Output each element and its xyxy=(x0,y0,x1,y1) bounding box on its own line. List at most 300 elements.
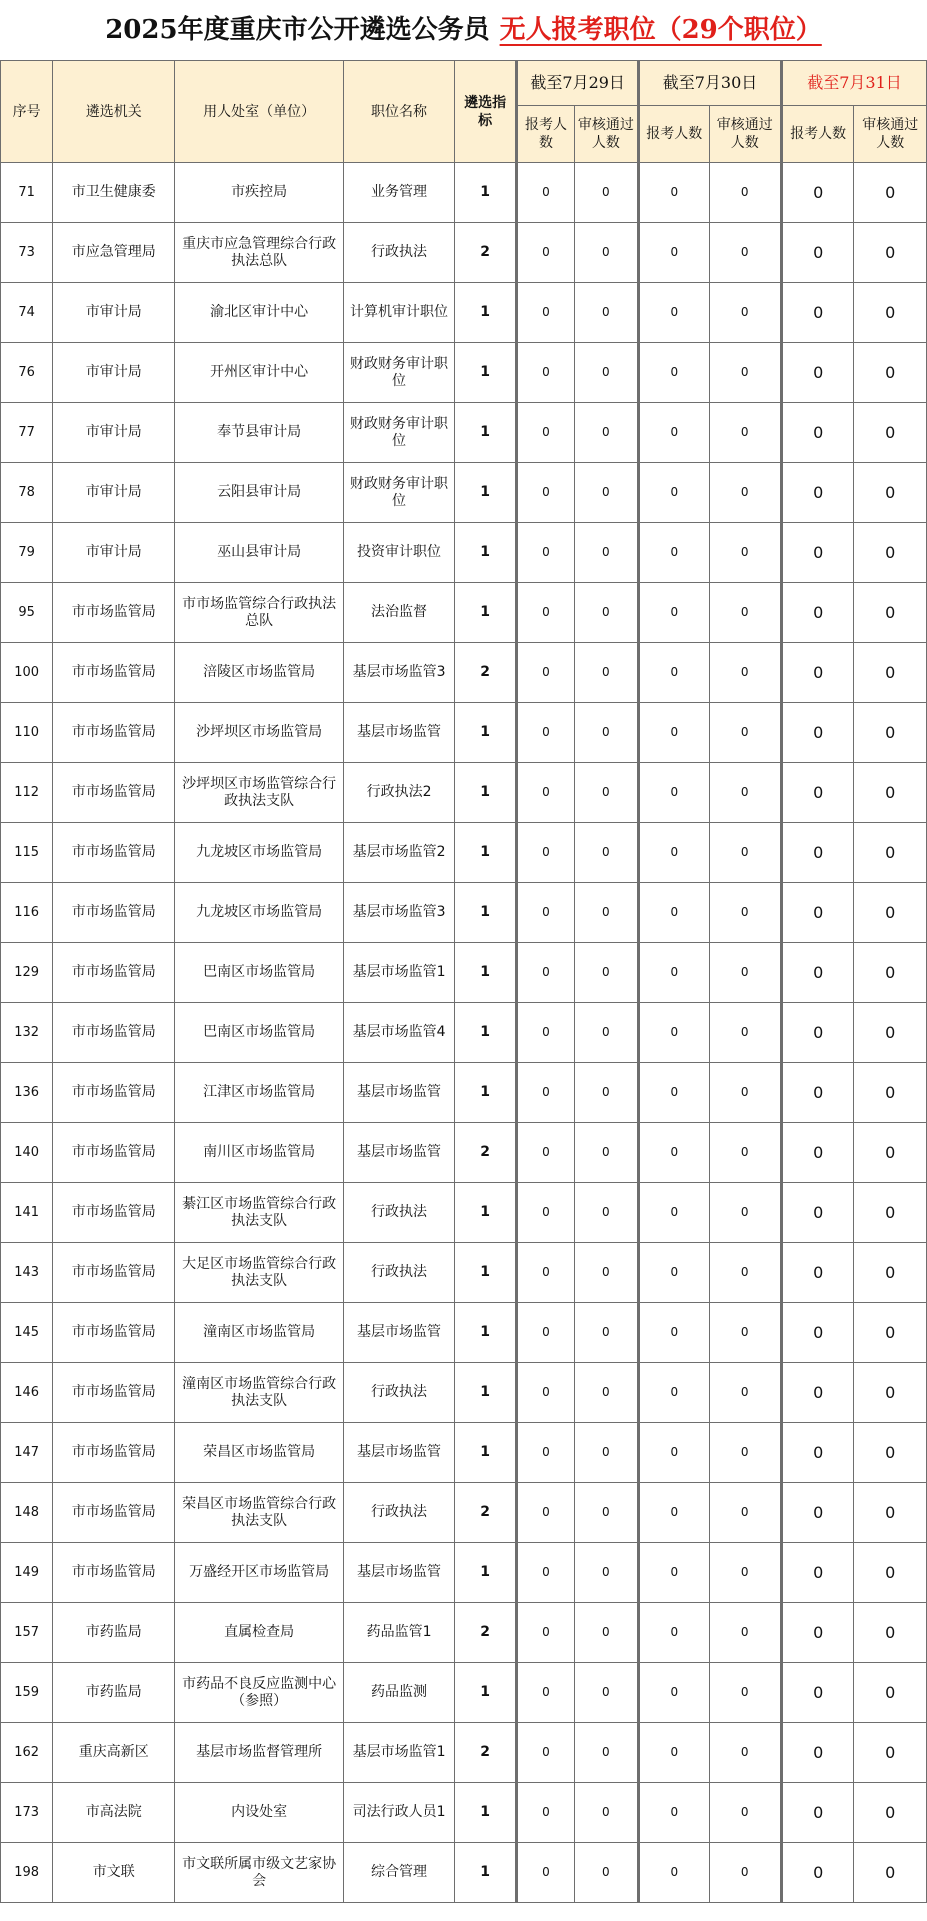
cell-quota: 2 xyxy=(454,1603,516,1663)
cell-seq: 149 xyxy=(1,1543,53,1603)
cell-agency: 市卫生健康委 xyxy=(53,163,175,223)
cell-approved-0731: 0 xyxy=(854,943,927,1003)
cell-office: 潼南区市场监管局 xyxy=(175,1303,344,1363)
cell-agency: 市市场监管局 xyxy=(53,1183,175,1243)
cell-approved-0730: 0 xyxy=(709,703,781,763)
table-row xyxy=(1,1003,927,1063)
col-agency: 遴选机关 xyxy=(53,61,175,163)
cell-approved-0729: 0 xyxy=(574,1183,638,1243)
cell-applied-0731: 0 xyxy=(781,1543,853,1603)
cell-applied-0729: 0 xyxy=(517,403,574,463)
cell-applied-0730: 0 xyxy=(639,463,709,523)
cell-approved-0729: 0 xyxy=(574,463,638,523)
cell-quota: 1 xyxy=(454,1303,516,1363)
cell-applied-0730: 0 xyxy=(639,1543,709,1603)
cell-applied-0729: 0 xyxy=(517,1783,574,1843)
cell-agency: 市市场监管局 xyxy=(53,703,175,763)
col-approved-0731: 审核通过人数 xyxy=(854,106,927,163)
cell-approved-0729: 0 xyxy=(574,643,638,703)
cell-office: 涪陵区市场监管局 xyxy=(175,643,344,703)
cell-approved-0731: 0 xyxy=(854,1063,927,1123)
cell-applied-0729: 0 xyxy=(517,823,574,883)
cell-approved-0729: 0 xyxy=(574,583,638,643)
cell-applied-0731: 0 xyxy=(781,523,853,583)
col-applied-0729: 报考人数 xyxy=(517,106,574,163)
cell-position: 基层市场监管1 xyxy=(344,943,455,1003)
cell-applied-0730: 0 xyxy=(639,1723,709,1783)
table-row xyxy=(1,643,927,703)
title-main: 2025年度重庆市公开遴选公务员 xyxy=(105,15,490,45)
cell-seq: 112 xyxy=(1,763,53,823)
cell-quota: 1 xyxy=(454,403,516,463)
table-body xyxy=(1,163,927,1903)
cell-quota: 2 xyxy=(454,1723,516,1783)
cell-seq: 115 xyxy=(1,823,53,883)
cell-position: 基层市场监管2 xyxy=(344,823,455,883)
cell-position: 财政财务审计职位 xyxy=(344,343,455,403)
cell-seq: 132 xyxy=(1,1003,53,1063)
cell-applied-0729: 0 xyxy=(517,523,574,583)
cell-applied-0729: 0 xyxy=(517,583,574,643)
cell-office: 沙坪坝区市场监管局 xyxy=(175,703,344,763)
cell-seq: 71 xyxy=(1,163,53,223)
cell-applied-0731: 0 xyxy=(781,763,853,823)
cell-position: 计算机审计职位 xyxy=(344,283,455,343)
cell-applied-0729: 0 xyxy=(517,1483,574,1543)
cell-seq: 147 xyxy=(1,1423,53,1483)
cell-office: 云阳县审计局 xyxy=(175,463,344,523)
cell-applied-0729: 0 xyxy=(517,1243,574,1303)
cell-seq: 136 xyxy=(1,1063,53,1123)
cell-office: 巴南区市场监管局 xyxy=(175,1003,344,1063)
cell-seq: 73 xyxy=(1,223,53,283)
cell-approved-0730: 0 xyxy=(709,1843,781,1903)
cell-seq: 77 xyxy=(1,403,53,463)
cell-quota: 1 xyxy=(454,1543,516,1603)
cell-approved-0729: 0 xyxy=(574,1003,638,1063)
cell-approved-0730: 0 xyxy=(709,943,781,1003)
table-row xyxy=(1,1303,927,1363)
table-row xyxy=(1,283,927,343)
col-approved-0729: 审核通过人数 xyxy=(574,106,638,163)
cell-approved-0729: 0 xyxy=(574,343,638,403)
cell-approved-0730: 0 xyxy=(709,643,781,703)
cell-approved-0729: 0 xyxy=(574,1723,638,1783)
cell-applied-0729: 0 xyxy=(517,343,574,403)
cell-approved-0731: 0 xyxy=(854,523,927,583)
cell-office: 大足区市场监管综合行政执法支队 xyxy=(175,1243,344,1303)
cell-office: 万盛经开区市场监管局 xyxy=(175,1543,344,1603)
cell-position: 基层市场监管 xyxy=(344,1543,455,1603)
cell-approved-0729: 0 xyxy=(574,1603,638,1663)
cell-approved-0731: 0 xyxy=(854,1663,927,1723)
cell-applied-0731: 0 xyxy=(781,1363,853,1423)
cell-applied-0730: 0 xyxy=(639,883,709,943)
table-row xyxy=(1,823,927,883)
cell-quota: 1 xyxy=(454,163,516,223)
cell-agency: 市应急管理局 xyxy=(53,223,175,283)
cell-applied-0731: 0 xyxy=(781,1783,853,1843)
cell-agency: 市市场监管局 xyxy=(53,763,175,823)
cell-approved-0730: 0 xyxy=(709,343,781,403)
cell-applied-0729: 0 xyxy=(517,1183,574,1243)
cell-quota: 1 xyxy=(454,883,516,943)
cell-approved-0730: 0 xyxy=(709,163,781,223)
cell-approved-0729: 0 xyxy=(574,703,638,763)
cell-applied-0731: 0 xyxy=(781,1003,853,1063)
cell-office: 九龙坡区市场监管局 xyxy=(175,883,344,943)
cell-applied-0729: 0 xyxy=(517,223,574,283)
table-row xyxy=(1,1783,927,1843)
cell-seq: 141 xyxy=(1,1183,53,1243)
cell-approved-0731: 0 xyxy=(854,703,927,763)
cell-quota: 1 xyxy=(454,283,516,343)
cell-office: 潼南区市场监管综合行政执法支队 xyxy=(175,1363,344,1423)
cell-approved-0731: 0 xyxy=(854,1783,927,1843)
title-highlight: 无人报考职位（29个职位） xyxy=(499,15,822,45)
cell-applied-0730: 0 xyxy=(639,823,709,883)
cell-applied-0729: 0 xyxy=(517,1723,574,1783)
report-title xyxy=(0,0,927,60)
cell-applied-0729: 0 xyxy=(517,1303,574,1363)
cell-agency: 市文联 xyxy=(53,1843,175,1903)
cell-approved-0730: 0 xyxy=(709,1003,781,1063)
table-row xyxy=(1,583,927,643)
cell-agency: 市市场监管局 xyxy=(53,823,175,883)
table-row xyxy=(1,1363,927,1423)
cell-applied-0730: 0 xyxy=(639,1843,709,1903)
table-row xyxy=(1,1663,927,1723)
cell-applied-0731: 0 xyxy=(781,283,853,343)
cell-quota: 1 xyxy=(454,1663,516,1723)
cell-approved-0731: 0 xyxy=(854,823,927,883)
table-row xyxy=(1,943,927,1003)
cell-seq: 157 xyxy=(1,1603,53,1663)
cell-approved-0731: 0 xyxy=(854,163,927,223)
cell-approved-0730: 0 xyxy=(709,1723,781,1783)
cell-applied-0729: 0 xyxy=(517,1423,574,1483)
cell-position: 行政执法 xyxy=(344,1183,455,1243)
cell-agency: 市市场监管局 xyxy=(53,1063,175,1123)
cell-applied-0729: 0 xyxy=(517,283,574,343)
cell-applied-0729: 0 xyxy=(517,1363,574,1423)
cell-applied-0729: 0 xyxy=(517,1543,574,1603)
cell-quota: 1 xyxy=(454,1843,516,1903)
cell-approved-0730: 0 xyxy=(709,1363,781,1423)
table-row xyxy=(1,1543,927,1603)
cell-approved-0730: 0 xyxy=(709,1483,781,1543)
cell-approved-0730: 0 xyxy=(709,583,781,643)
cell-agency: 市市场监管局 xyxy=(53,943,175,1003)
cell-agency: 市审计局 xyxy=(53,343,175,403)
cell-office: 内设处室 xyxy=(175,1783,344,1843)
cell-approved-0731: 0 xyxy=(854,1483,927,1543)
cell-position: 行政执法 xyxy=(344,1363,455,1423)
cell-applied-0729: 0 xyxy=(517,703,574,763)
cell-position: 司法行政人员1 xyxy=(344,1783,455,1843)
cell-agency: 市市场监管局 xyxy=(53,583,175,643)
cell-approved-0730: 0 xyxy=(709,1063,781,1123)
cell-quota: 1 xyxy=(454,1783,516,1843)
cell-applied-0729: 0 xyxy=(517,1063,574,1123)
cell-position: 基层市场监管1 xyxy=(344,1723,455,1783)
cell-quota: 2 xyxy=(454,223,516,283)
cell-applied-0731: 0 xyxy=(781,883,853,943)
cell-office: 巴南区市场监管局 xyxy=(175,943,344,1003)
cell-applied-0729: 0 xyxy=(517,1123,574,1183)
table-row xyxy=(1,223,927,283)
cell-approved-0730: 0 xyxy=(709,523,781,583)
cell-office: 南川区市场监管局 xyxy=(175,1123,344,1183)
cell-position: 基层市场监管 xyxy=(344,703,455,763)
cell-office: 奉节县审计局 xyxy=(175,403,344,463)
cell-approved-0729: 0 xyxy=(574,523,638,583)
cell-seq: 95 xyxy=(1,583,53,643)
cell-seq: 173 xyxy=(1,1783,53,1843)
cell-seq: 145 xyxy=(1,1303,53,1363)
cell-applied-0730: 0 xyxy=(639,1003,709,1063)
cell-office: 市市场监管综合行政执法总队 xyxy=(175,583,344,643)
col-applied-0731: 报考人数 xyxy=(781,106,853,163)
cell-position: 行政执法 xyxy=(344,1483,455,1543)
cell-approved-0729: 0 xyxy=(574,1663,638,1723)
cell-agency: 市市场监管局 xyxy=(53,1123,175,1183)
cell-approved-0729: 0 xyxy=(574,223,638,283)
cell-quota: 1 xyxy=(454,763,516,823)
cell-applied-0729: 0 xyxy=(517,463,574,523)
cell-position: 行政执法 xyxy=(344,1243,455,1303)
cell-seq: 159 xyxy=(1,1663,53,1723)
cell-applied-0729: 0 xyxy=(517,1003,574,1063)
cell-office: 开州区审计中心 xyxy=(175,343,344,403)
cell-seq: 100 xyxy=(1,643,53,703)
cell-quota: 1 xyxy=(454,1183,516,1243)
cell-approved-0730: 0 xyxy=(709,283,781,343)
table-row xyxy=(1,463,927,523)
table-row xyxy=(1,1843,927,1903)
cell-applied-0729: 0 xyxy=(517,163,574,223)
col-date-0730: 截至7月30日 xyxy=(639,61,782,106)
cell-agency: 市市场监管局 xyxy=(53,1483,175,1543)
cell-approved-0729: 0 xyxy=(574,1363,638,1423)
cell-approved-0731: 0 xyxy=(854,403,927,463)
cell-applied-0731: 0 xyxy=(781,463,853,523)
cell-seq: 74 xyxy=(1,283,53,343)
cell-applied-0731: 0 xyxy=(781,403,853,463)
cell-applied-0729: 0 xyxy=(517,1603,574,1663)
cell-applied-0731: 0 xyxy=(781,1603,853,1663)
cell-agency: 市市场监管局 xyxy=(53,643,175,703)
col-office: 用人处室（单位） xyxy=(175,61,344,163)
cell-approved-0731: 0 xyxy=(854,883,927,943)
table-row xyxy=(1,763,927,823)
cell-approved-0730: 0 xyxy=(709,1783,781,1843)
table-row xyxy=(1,1423,927,1483)
cell-position: 财政财务审计职位 xyxy=(344,463,455,523)
cell-seq: 198 xyxy=(1,1843,53,1903)
cell-position: 综合管理 xyxy=(344,1843,455,1903)
cell-quota: 1 xyxy=(454,343,516,403)
cell-approved-0731: 0 xyxy=(854,1363,927,1423)
cell-seq: 78 xyxy=(1,463,53,523)
cell-quota: 1 xyxy=(454,463,516,523)
cell-agency: 市药监局 xyxy=(53,1663,175,1723)
cell-seq: 148 xyxy=(1,1483,53,1543)
col-date-0731: 截至7月31日 xyxy=(781,61,926,106)
table-row xyxy=(1,1183,927,1243)
cell-applied-0730: 0 xyxy=(639,643,709,703)
col-applied-0730: 报考人数 xyxy=(639,106,709,163)
table-row xyxy=(1,1123,927,1183)
cell-applied-0731: 0 xyxy=(781,1423,853,1483)
cell-agency: 市市场监管局 xyxy=(53,1303,175,1363)
cell-seq: 110 xyxy=(1,703,53,763)
cell-applied-0730: 0 xyxy=(639,1303,709,1363)
cell-applied-0730: 0 xyxy=(639,703,709,763)
cell-seq: 76 xyxy=(1,343,53,403)
cell-agency: 重庆高新区 xyxy=(53,1723,175,1783)
cell-applied-0730: 0 xyxy=(639,1063,709,1123)
cell-quota: 1 xyxy=(454,1063,516,1123)
cell-applied-0730: 0 xyxy=(639,223,709,283)
cell-quota: 1 xyxy=(454,583,516,643)
cell-applied-0731: 0 xyxy=(781,343,853,403)
cell-applied-0731: 0 xyxy=(781,703,853,763)
cell-position: 药品监管1 xyxy=(344,1603,455,1663)
cell-approved-0731: 0 xyxy=(854,223,927,283)
cell-quota: 1 xyxy=(454,523,516,583)
cell-approved-0730: 0 xyxy=(709,1543,781,1603)
col-approved-0730: 审核通过人数 xyxy=(709,106,781,163)
cell-applied-0730: 0 xyxy=(639,763,709,823)
cell-seq: 116 xyxy=(1,883,53,943)
cell-approved-0729: 0 xyxy=(574,1063,638,1123)
table-header xyxy=(1,61,927,163)
cell-office: 沙坪坝区市场监管综合行政执法支队 xyxy=(175,763,344,823)
cell-applied-0731: 0 xyxy=(781,1723,853,1783)
cell-agency: 市审计局 xyxy=(53,523,175,583)
cell-applied-0730: 0 xyxy=(639,943,709,1003)
cell-applied-0731: 0 xyxy=(781,1663,853,1723)
table-row xyxy=(1,883,927,943)
cell-quota: 1 xyxy=(454,703,516,763)
cell-seq: 79 xyxy=(1,523,53,583)
cell-seq: 162 xyxy=(1,1723,53,1783)
cell-applied-0730: 0 xyxy=(639,343,709,403)
cell-approved-0731: 0 xyxy=(854,343,927,403)
cell-applied-0730: 0 xyxy=(639,583,709,643)
col-quota: 遴选指标 xyxy=(454,61,516,163)
cell-office: 市疾控局 xyxy=(175,163,344,223)
cell-position: 基层市场监管3 xyxy=(344,883,455,943)
cell-quota: 1 xyxy=(454,1423,516,1483)
cell-applied-0730: 0 xyxy=(639,163,709,223)
cell-applied-0731: 0 xyxy=(781,1123,853,1183)
cell-approved-0729: 0 xyxy=(574,1483,638,1543)
cell-approved-0731: 0 xyxy=(854,1723,927,1783)
cell-quota: 2 xyxy=(454,1483,516,1543)
cell-applied-0729: 0 xyxy=(517,763,574,823)
cell-approved-0729: 0 xyxy=(574,883,638,943)
cell-approved-0729: 0 xyxy=(574,403,638,463)
cell-applied-0731: 0 xyxy=(781,1483,853,1543)
cell-approved-0729: 0 xyxy=(574,1543,638,1603)
table-row xyxy=(1,403,927,463)
cell-agency: 市市场监管局 xyxy=(53,1243,175,1303)
cell-approved-0731: 0 xyxy=(854,763,927,823)
cell-approved-0731: 0 xyxy=(854,1423,927,1483)
table-row xyxy=(1,523,927,583)
cell-office: 基层市场监督管理所 xyxy=(175,1723,344,1783)
cell-position: 行政执法 xyxy=(344,223,455,283)
cell-applied-0730: 0 xyxy=(639,1243,709,1303)
cell-applied-0730: 0 xyxy=(639,1603,709,1663)
cell-approved-0731: 0 xyxy=(854,1123,927,1183)
cell-quota: 1 xyxy=(454,823,516,883)
cell-approved-0730: 0 xyxy=(709,1303,781,1363)
cell-position: 基层市场监管4 xyxy=(344,1003,455,1063)
cell-approved-0729: 0 xyxy=(574,1123,638,1183)
cell-position: 基层市场监管3 xyxy=(344,643,455,703)
cell-agency: 市药监局 xyxy=(53,1603,175,1663)
cell-position: 法治监督 xyxy=(344,583,455,643)
cell-office: 荣昌区市场监管局 xyxy=(175,1423,344,1483)
cell-position: 药品监测 xyxy=(344,1663,455,1723)
cell-approved-0731: 0 xyxy=(854,1243,927,1303)
cell-approved-0731: 0 xyxy=(854,463,927,523)
cell-approved-0730: 0 xyxy=(709,763,781,823)
cell-approved-0731: 0 xyxy=(854,1603,927,1663)
cell-applied-0730: 0 xyxy=(639,283,709,343)
cell-position: 基层市场监管 xyxy=(344,1303,455,1363)
cell-office: 直属检查局 xyxy=(175,1603,344,1663)
cell-applied-0731: 0 xyxy=(781,1183,853,1243)
cell-position: 基层市场监管 xyxy=(344,1423,455,1483)
cell-approved-0730: 0 xyxy=(709,1603,781,1663)
table-row xyxy=(1,163,927,223)
cell-applied-0729: 0 xyxy=(517,883,574,943)
cell-applied-0731: 0 xyxy=(781,1303,853,1363)
cell-office: 重庆市应急管理综合行政执法总队 xyxy=(175,223,344,283)
cell-applied-0731: 0 xyxy=(781,1063,853,1123)
cell-approved-0729: 0 xyxy=(574,1243,638,1303)
cell-approved-0731: 0 xyxy=(854,1303,927,1363)
cell-position: 基层市场监管 xyxy=(344,1123,455,1183)
cell-approved-0729: 0 xyxy=(574,1783,638,1843)
cell-agency: 市审计局 xyxy=(53,283,175,343)
cell-seq: 129 xyxy=(1,943,53,1003)
positions-table xyxy=(0,60,927,1903)
table-row xyxy=(1,343,927,403)
cell-applied-0731: 0 xyxy=(781,943,853,1003)
cell-quota: 1 xyxy=(454,1363,516,1423)
cell-applied-0730: 0 xyxy=(639,1423,709,1483)
cell-approved-0730: 0 xyxy=(709,1663,781,1723)
cell-applied-0729: 0 xyxy=(517,1843,574,1903)
table-row xyxy=(1,703,927,763)
cell-applied-0730: 0 xyxy=(639,1663,709,1723)
cell-seq: 146 xyxy=(1,1363,53,1423)
cell-approved-0730: 0 xyxy=(709,1423,781,1483)
cell-approved-0730: 0 xyxy=(709,223,781,283)
cell-applied-0731: 0 xyxy=(781,823,853,883)
table-row xyxy=(1,1723,927,1783)
cell-office: 渝北区审计中心 xyxy=(175,283,344,343)
cell-quota: 1 xyxy=(454,943,516,1003)
cell-applied-0731: 0 xyxy=(781,223,853,283)
cell-office: 市文联所属市级文艺家协会 xyxy=(175,1843,344,1903)
cell-approved-0730: 0 xyxy=(709,1183,781,1243)
